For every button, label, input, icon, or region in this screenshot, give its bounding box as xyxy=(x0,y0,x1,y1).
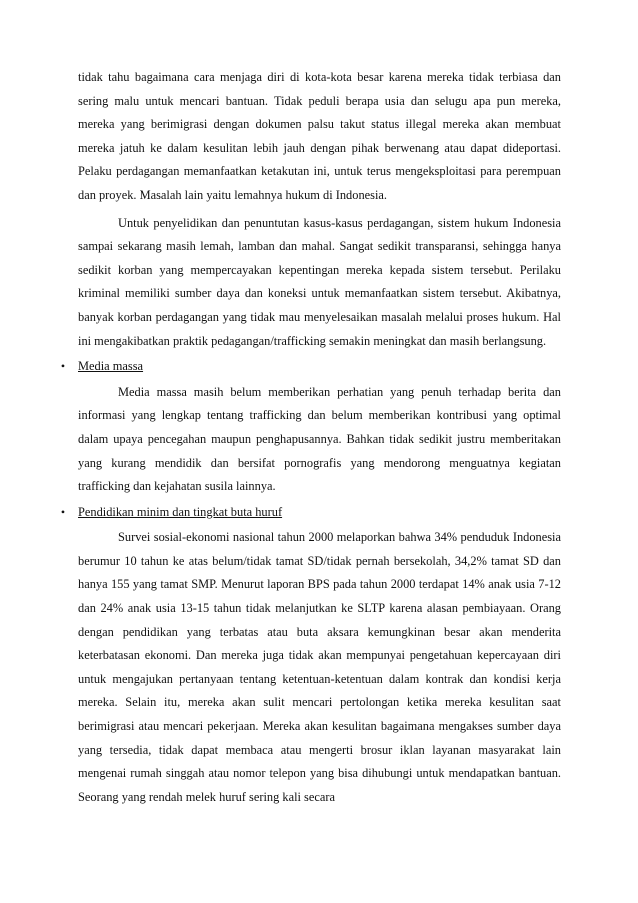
bullet-media-massa xyxy=(60,355,561,379)
section-heading-pendidikan: Pendidikan minim dan tingkat buta huruf xyxy=(78,504,283,519)
paragraph-pendidikan: Survei sosial-ekonomi nasional tahun 2000 melaporkan bahwa 34% penduduk Indonesia berumur 10 tahun ke atas belum/tidak tamat SD/tidak pernah bersekolah, 34,2% tamat SD dan hanya 155 yang tamat SMP. Menurut laporan BPS pada tahun 2000 terdapat 14% anak usia 7-12 dan 24% anak usia 13-15 tahun tidak melanjutkan ke SLTP karena alasan pembiayaan. Orang dengan pendidikan yang terbatas atau buta aksara kemungkinan besar akan menderita keterbatasan ekonomi. Dan mereka juga tidak akan mempunyai pengetahuan kepercayaan diri untuk mengajukan pertanyaan tentang ketentuan-ketentuan dalam kontrak dan kondisi kerja mereka. Selain itu, mereka akan sulit mencari pertolongan ketika mereka kesulitan saat berimigrasi atau mencari pekerjaan. Mereka akan kesulitan bagaimana mengakses sumber daya yang tersedia, tidak dapat membaca atau mengerti brosur iklan layanan masyarakat lain mengenai rumah singgah atau nomor telepon yang bisa dihubungi untuk mendapatkan bantuan. Seorang yang rendah melek huruf sering kali secara xyxy=(78,530,561,804)
paragraph-legal-system: Untuk penyelidikan dan penuntutan kasus-kasus perdagangan, sistem hukum Indonesia sampai sekarang masih lemah, lamban dan mahal. Sangat sedikit transparansi, sehingga hanya sedikit korban yang mempercayakan kepentingan mereka kepada sistem tersebut. Perilaku kriminal memiliki sumber daya dan koneksi untuk memanfaatkan sistem tersebut. Akibatnya, banyak korban perdagangan yang tidak mau menyelesaikan masalah melalui proses hukum. Hal ini mengakibatkan praktik pedagangan/trafficking semakin meningkat dan masih berlangsung. xyxy=(78,215,561,348)
bullet-pendidikan xyxy=(60,501,561,525)
document-body xyxy=(60,66,561,809)
paragraph-continuation: tidak tahu bagaimana cara menjaga diri di kota-kota besar karena mereka tidak terbiasa dan sering malu untuk mencari bantuan. Tidak peduli berapa usia dan selugu apa pun mereka, mereka yang berimigrasi dengan dokumen palsu takut status illegal mereka akan membuat mereka jatuh ke dalam kesulitan lebih jauh dengan pihak berwenang atau dapat dideportasi. Pelaku perdagangan memanfaatkan ketakutan ini, untuk terus mengeksploitasi para perempuan dan proyek. Masalah lain yaitu lemahnya hukum di Indonesia. xyxy=(78,70,561,202)
bullet-marker: • xyxy=(60,359,66,374)
paragraph-media-massa: Media massa masih belum memberikan perhatian yang penuh terhadap berita dan informasi yang lengkap tentang trafficking dan belum memberikan kontribusi yang optimal dalam upaya pencegahan maupun penghapusannya. Bahkan tidak sedikit justru memberitakan yang kurang mendidik dan bersifat pornografis yang mendorong menguatnya kegiatan trafficking dan kejahatan susila lainnya. xyxy=(78,384,561,494)
section-heading-media-massa: Media massa xyxy=(78,359,144,374)
bullet-marker: • xyxy=(60,504,66,519)
